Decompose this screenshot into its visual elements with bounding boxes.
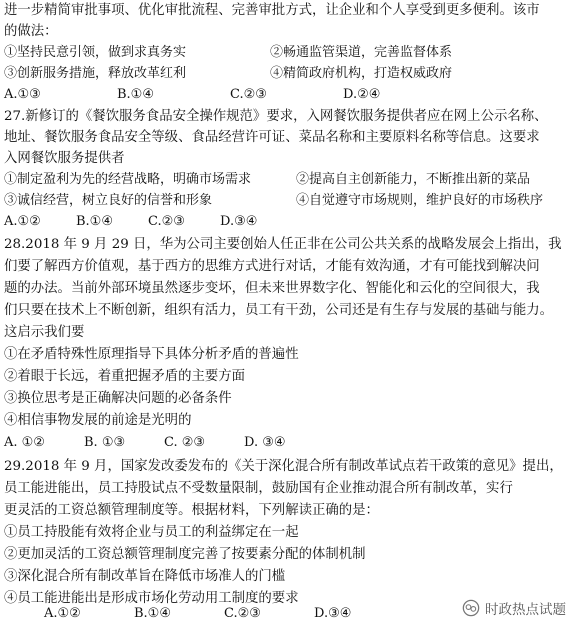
- q26-statement-3: ③创新服务措施，释放改革红利: [4, 66, 187, 81]
- q28-stem-line: 们要了解西方价值观，基于西方的思维方式进行对话，才能有效沟通，才有可能找到解决问: [4, 259, 540, 274]
- text-line: 进一步精简审批事项、优化审批流程、完善审批方式，让企业和个人享受到更多便利。该市: [4, 3, 540, 18]
- q28-choice-c: C. ②③: [164, 435, 206, 450]
- q28-stem-line: 这启示我们要: [4, 325, 85, 340]
- watermark-label: 时政热点试题: [485, 602, 566, 618]
- q29-stem-line: 员工能进能出，员工持股试点不受数量限制，鼓励国有企业推动混合所有制改革，实行: [4, 481, 513, 496]
- watermark: [462, 598, 566, 618]
- q26-choice-a: A.①③: [4, 87, 41, 102]
- q27-statement-4: ④自觉遵守市场规则，维护良好的市场秩序: [296, 193, 544, 208]
- q27-stem-line: 入网餐饮服务提供者: [4, 151, 125, 166]
- q27-choice-a: A.①②: [4, 214, 41, 229]
- q27-choice-c: C.②③: [148, 214, 185, 229]
- q28-statement-2: ②着眼于长远，着重把握矛盾的主要方面: [4, 369, 246, 384]
- q29-statement-1: ①员工持股能有效将企业与员工的利益绑定在一起: [4, 525, 299, 540]
- text-line: 的做法：: [4, 24, 58, 39]
- q26-statement-2: ②畅通监管渠道，完善监督体系: [270, 45, 453, 60]
- wechat-account-icon: [462, 599, 480, 617]
- q26-statement-4: ④精简政府机构，打造权威政府: [270, 66, 453, 81]
- q27-stem-line: 27.新修订的《餐饮服务食品安全操作规范》要求，入网餐饮服务提供者应在网上公示名称、: [4, 109, 548, 124]
- q29-choice-d: D.③④: [314, 606, 352, 621]
- q28-statement-3: ③换位思考是正确解决问题的必备条件: [4, 391, 232, 406]
- q27-statement-3: ③诚信经营，树立良好的信誉和形象: [4, 193, 213, 208]
- q27-stem-line: 地址、餐饮服务食品安全等级、食品经营许可证、菜品名称和主要原料名称等信息。这要求: [4, 130, 540, 145]
- q28-choice-d: D. ③④: [244, 435, 286, 450]
- q28-statement-4: ④相信事物发展的前途是光明的: [4, 413, 192, 428]
- q29-statement-3: ③深化混合所有制改革旨在降低市场准人的门槛: [4, 569, 286, 584]
- q26-choice-d: D.②④: [343, 87, 381, 102]
- q28-stem-line: 题的办法。当前外部环境虽然逐步变坏，但未来世界数字化、智能化和云化的空间很大，我: [4, 281, 540, 296]
- q29-stem-line: 更灵活的工资总额管理制度等。根据材料，下列解读正确的是：: [4, 503, 379, 518]
- q28-statement-1: ①在矛盾特殊性原理指导下具体分析矛盾的普遍性: [4, 347, 299, 362]
- q28-stem-line: 们只要在技术上不断创新，组织有活力，员工有干劲，公司还是有生存与发展的基础与能力。: [4, 303, 554, 318]
- q28-stem-line: 28.2018 年 9 月 29 日，华为公司主要创始人任正非在公司公共关系的战略发展会上指出，我: [4, 237, 562, 252]
- q26-choice-c: C.②③: [230, 87, 267, 102]
- q27-statement-2: ②提高自主创新能力，不断推出新的菜品: [296, 172, 531, 187]
- q26-statement-1: ①坚持民意引领，做到求真务实: [4, 45, 187, 60]
- q29-choice-c: C.②③: [224, 606, 261, 621]
- q29-choice-b: B.①④: [134, 606, 171, 621]
- q26-choice-b: B.①④: [117, 87, 154, 102]
- q28-choice-b: B. ①③: [84, 435, 126, 450]
- q27-choice-d: D.③④: [220, 214, 258, 229]
- q29-statement-2: ②更加灵活的工资总额管理制度完善了按要素分配的体制机制: [4, 547, 366, 562]
- q27-statement-1: ①制定盈利为先的经营战略，明确市场需求: [4, 172, 252, 187]
- q27-choice-b: B.①④: [76, 214, 113, 229]
- q28-choice-a: A. ①②: [4, 435, 45, 450]
- q29-statement-4: ④员工能进能出是形成市场化劳动用工制度的要求: [4, 591, 299, 606]
- q29-choice-a: A.①②: [44, 606, 81, 621]
- q29-stem-line: 29.2018 年 9 月，国家发改委发布的《关于深化混合所有制改革试点若干政策的意见》提出，: [4, 459, 563, 474]
